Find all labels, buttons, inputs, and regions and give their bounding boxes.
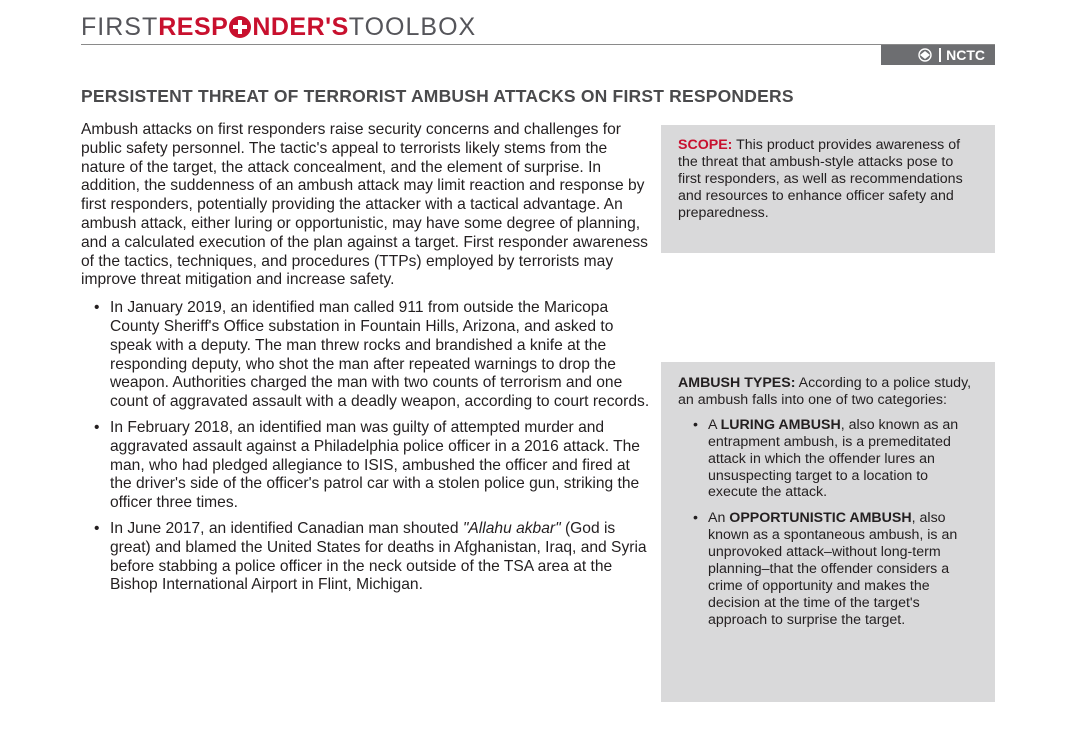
brand-nders: NDER'S (252, 13, 349, 41)
intro-paragraph: Ambush attacks on first responders raise security concerns and challenges for public safety personnel. The tactic's appeal to terrorists likely stems from the nature of the target, the attack concealment, and the element of surprise. In addition, the suddenness of an ambush attack may limit reaction and response by first responders, potentially providing the attacker with a tactical advantage. An ambush attack, either luring or opportunistic, may have some degree of planning, and a calculated execution of the plan against a target. First responder awareness of the tactics, techniques, and procedures (TTPs) employed by terrorists may improve threat mitigation and increase safety. (81, 121, 648, 289)
list-item (81, 299, 651, 412)
type-post: , also known as an entrapment ambush, is a premeditated attack in which the offender lures an unsuspecting target to a location to execute the attack. (708, 416, 959, 501)
list-item (81, 520, 651, 595)
type-pre: A (708, 416, 721, 433)
type-pre: An (708, 510, 730, 527)
list-item (678, 417, 977, 502)
type-post: , also known as a spontaneous ambush, is an unprovoked attack–without long-term planning–that the offender considers a crime of opportunity and makes the decision at the time of the target's approach to surprise the target. (708, 510, 958, 628)
scope-box (661, 125, 995, 253)
masthead-logo (81, 12, 476, 42)
ambush-types-box (661, 362, 995, 702)
nctc-badge (881, 45, 995, 65)
page-title: PERSISTENT THREAT OF TERRORIST AMBUSH ATTACKS ON FIRST RESPONDERS (81, 86, 794, 106)
type-term: OPPORTUNISTIC AMBUSH (729, 510, 912, 527)
type-term: LURING AMBUSH (720, 416, 841, 433)
brand-toolbox: TOOLBOX (348, 13, 477, 41)
badge-separator (939, 48, 941, 62)
scope-label: SCOPE: (678, 137, 733, 153)
ambush-types-label: AMBUSH TYPES: (678, 375, 796, 391)
example-text: In January 2019, an identified man called 911 from outside the Maricopa County Sheriff's Office substation in Fountain Hills, Arizona, and asked to speak with a deputy. The man threw rocks and brandished a knife at the responding deputy, who shot the man after repeated warnings to drop the weapon. Authorities charged the man with two counts of terrorism and one count of aggravated assault with a deadly weapon, according to court records. (110, 299, 650, 411)
example-text-pre: In June 2017, an identified Canadian man shouted (110, 519, 463, 537)
example-list (81, 299, 651, 595)
bullet-icon: • (693, 510, 698, 527)
brand-resp: RESP (158, 13, 229, 41)
badge-label: NCTC (946, 47, 985, 63)
list-item (678, 510, 977, 628)
example-text-post: (God is great) and blamed the United States for deaths in Afghanistan, Iraq, and Syria before stabbing a police officer in the neck outside of the TSA area at the Bishop International Airport in Flint, Michigan. (110, 519, 647, 594)
brand-first: FIRST (81, 13, 159, 41)
example-quote: "Allahu akbar" (462, 519, 561, 537)
example-text: In February 2018, an identified man was guilty of attempted murder and aggravated assault against a Philadelphia police officer in a 2016 attack. The man, who had pledged allegiance to ISIS, ambushed the officer and fired at the driver's side of the officer's patrol car with a stolen police gun, striking the officer three times. (110, 418, 640, 512)
scope-text: This product provides awareness of the threat that ambush-style attacks pose to first responders, as well as recommendations and resources to enhance officer safety and preparedness. (678, 137, 963, 221)
medical-cross-icon (229, 16, 251, 38)
header-divider (81, 44, 995, 45)
bullet-icon: • (94, 418, 100, 436)
main-column (81, 121, 651, 602)
list-item (81, 419, 651, 513)
bullet-icon: • (693, 416, 698, 433)
ambush-types-list (678, 417, 977, 629)
bullet-icon: • (94, 299, 100, 317)
bullet-icon: • (94, 519, 100, 537)
seal-icon (916, 48, 934, 62)
ambush-types-text: According to a police study, an ambush falls into one of two categories: (678, 375, 972, 408)
